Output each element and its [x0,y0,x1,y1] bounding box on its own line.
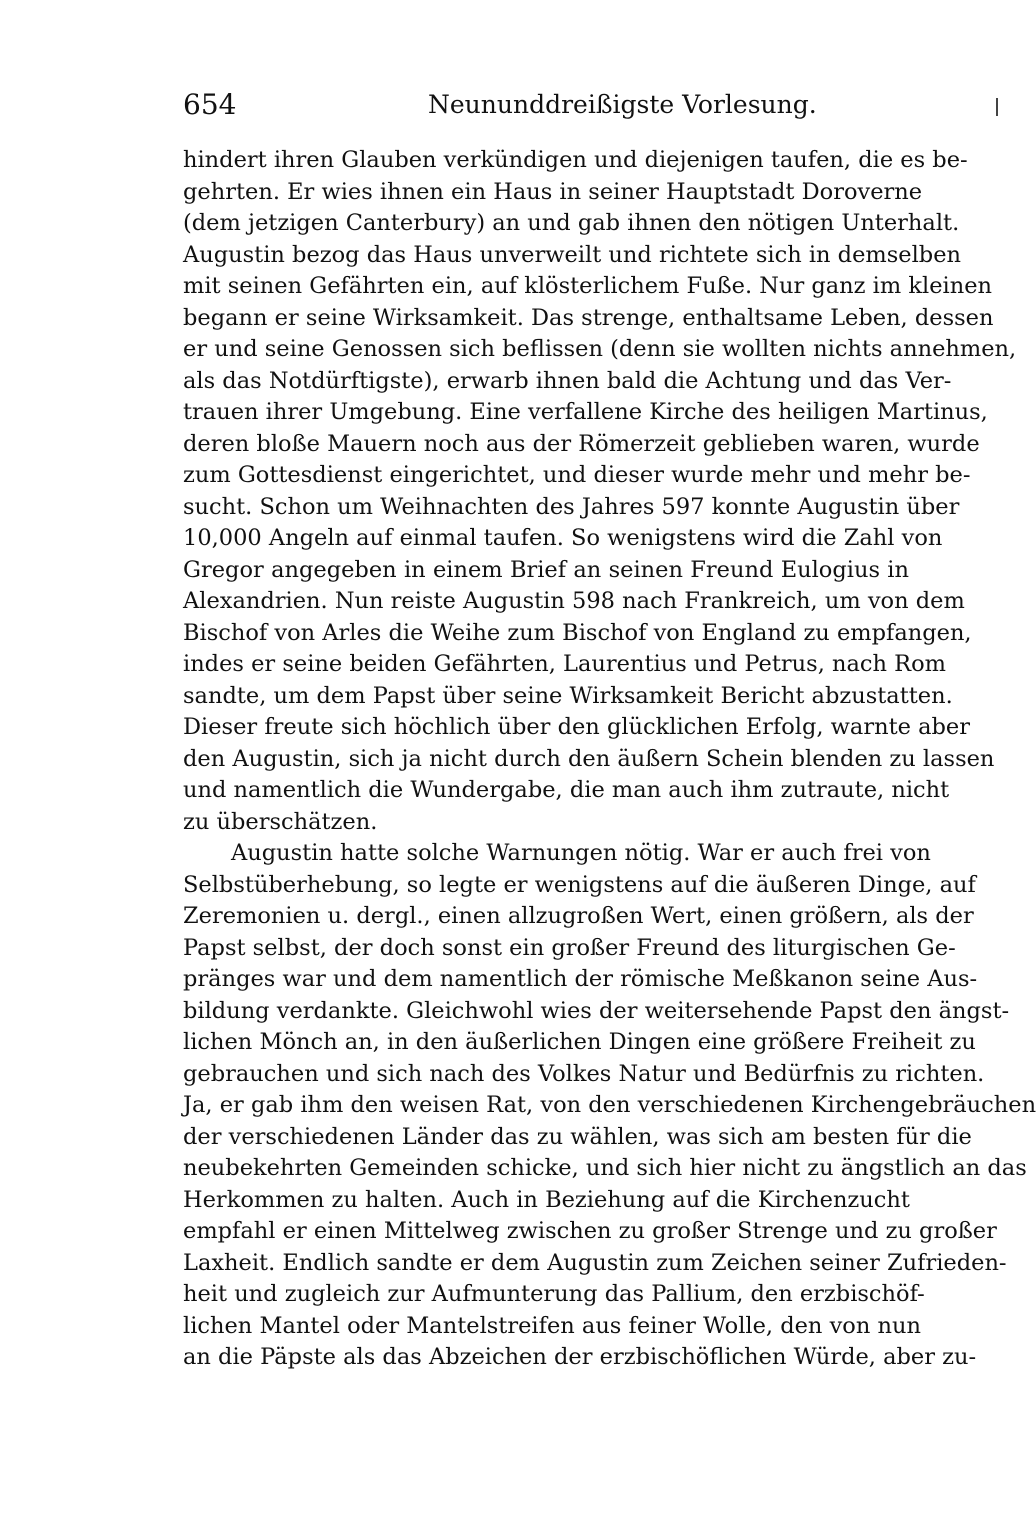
margin-mark [996,98,998,116]
text-line: neubekehrten Gemeinden schicke, und sich hier nicht zu ängstlich an das [183,1155,1027,1181]
text-line: indes er seine beiden Gefährten, Laurentius und Petrus, nach Rom [183,651,946,677]
text-line: deren bloße Mauern noch aus der Römerzeit geblieben waren, wurde [183,430,980,457]
text-line: sucht. Schon um Weihnachten des Jahres 597 konnte Augustin über [183,493,960,520]
text-line: zum Gottesdienst eingerichtet, und dieser wurde mehr und mehr be- [183,462,971,488]
text-line: (dem jetzigen Canterbury) an und gab ihnen den nötigen Unterhalt. [183,210,960,236]
text-line: Alexandrien. Nun reiste Augustin 598 nach Frankreich, um von dem [183,588,965,614]
text-line: sandte, um dem Papst über seine Wirksamkeit Bericht abzustatten. [183,682,953,709]
text-line: Selbstüberhebung, so legte er wenigstens auf die äußeren Dinge, auf [183,871,976,898]
page-header [183,88,903,128]
text-line: Ja, er gab ihm den weisen Rat, von den verschiedenen Kirchengebräuchen [183,1092,1036,1118]
text-line: zu überschätzen. [183,808,378,835]
paragraph-2 [183,838,1036,1374]
text-line: pränges war und dem namentlich der römische Meßkanon seine Aus- [183,966,978,992]
text-line: 10,000 Angeln auf einmal taufen. So wenigstens wird die Zahl von [183,525,943,551]
text-line: und namentlich die Wundergabe, die man auch ihm zutraute, nicht [183,777,950,803]
text-line: Augustin hatte solche Warnungen nötig. War er auch frei von [231,840,931,866]
text-line: Papst selbst, der doch sonst ein großer Freund des liturgischen Ge- [183,934,956,961]
text-line: Laxheit. Endlich sandte er dem Augustin zum Zeichen seiner Zufrieden- [183,1249,1007,1276]
text-line: Bischof von Arles die Weihe zum Bischof von England zu empfangen, [183,619,972,646]
text-line: mit seinen Gefährten ein, auf klösterlichem Fuße. Nur ganz im kleinen [183,273,993,299]
text-line: den Augustin, sich ja nicht durch den äußern Schein blenden zu lassen [183,745,995,772]
paragraph-1 [183,145,1017,838]
text-line: lichen Mantel oder Mantelstreifen aus feiner Wolle, den von nun [183,1312,921,1339]
text-line: Zeremonien u. dergl., einen allzugroßen Wert, einen größern, als der [183,903,974,929]
running-head: Neununddreißigste Vorlesung. [428,90,817,119]
text-line: als das Notdürftigste), erwarb ihnen bald die Achtung und das Ver- [183,367,952,394]
text-line: er und seine Genossen sich beflissen (denn sie wollten nichts annehmen, [183,336,1017,362]
text-line: Dieser freute sich höchlich über den glücklichen Erfolg, warnte aber [183,714,970,740]
body-text [183,145,1036,1374]
text-line: begann er seine Wirksamkeit. Das strenge, enthaltsame Leben, dessen [183,304,994,331]
text-line: Herkommen zu halten. Auch in Beziehung auf die Kirchenzucht [183,1186,910,1213]
text-line: Augustin bezog das Haus unverweilt und richtete sich in demselben [183,241,961,268]
text-line: gebrauchen und sich nach des Volkes Natur und Bedürfnis zu richten. [183,1060,985,1087]
text-line: bildung verdankte. Gleichwohl wies der weitersehende Papst den ängst- [183,997,1010,1024]
text-line: heit und zugleich zur Aufmunterung das Pallium, den erzbischöf- [183,1281,925,1307]
text-line: trauen ihrer Umgebung. Eine verfallene Kirche des heiligen Martinus, [183,399,988,425]
text-line: gehrten. Er wies ihnen ein Haus in seiner Hauptstadt Dorovernе [183,178,923,205]
page-number: 654 [183,88,237,121]
text-line: Gregor angegeben in einem Brief an seinen Freund Eulogius in [183,556,909,583]
text-line: der verschiedenen Länder das zu wählen, was sich am besten für die [183,1123,972,1150]
text-line: hindert ihren Glauben verkündigen und diejenigen taufen, die es be- [183,147,968,173]
text-line: an die Päpste als das Abzeichen der erzbischöflichen Würde, aber zu- [183,1344,977,1370]
text-line: lichen Mönch an, in den äußerlichen Dingen eine größere Freiheit zu [183,1029,976,1055]
text-line: empfahl er einen Mittelweg zwischen zu großer Strenge und zu großer [183,1218,997,1244]
